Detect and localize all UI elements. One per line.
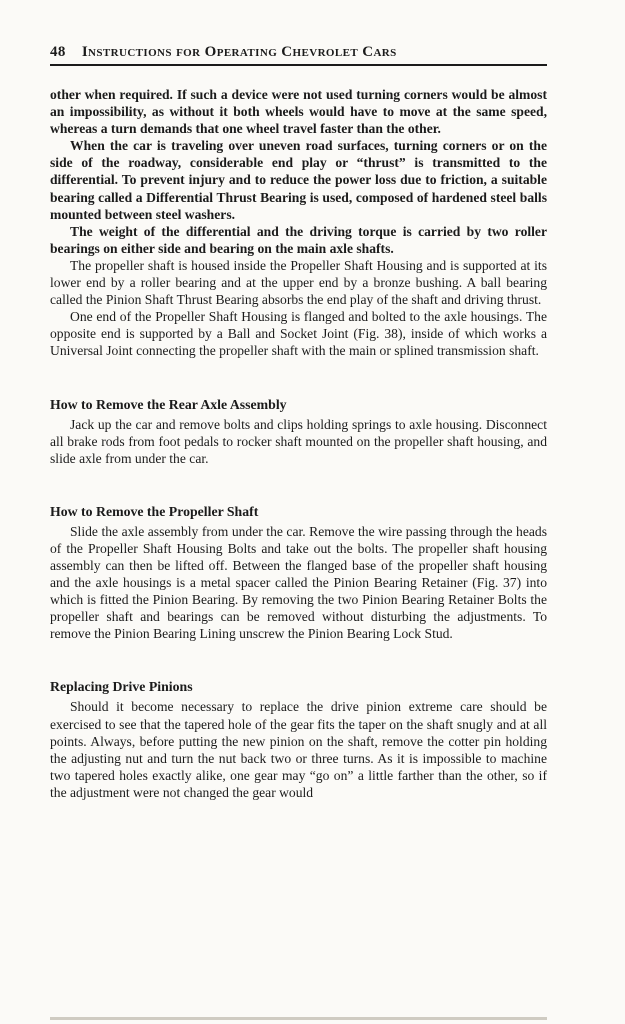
paragraph: The weight of the differential and the driving torque is carried by two roller bearings on either side and bearing on the main axle shafts. (50, 223, 547, 256)
section-gap (50, 642, 547, 678)
section-heading: How to Remove the Rear Axle Assembly (50, 396, 287, 412)
section-paragraph: Jack up the car and remove bolts and clips holding springs to axle housing. Disconnect all brake rods from foot pedals to rocker shaft mounted on the propeller shaft housing, and slide axle from under the car. (50, 416, 547, 466)
book-page (50, 44, 547, 801)
section-paragraph: Slide the axle assembly from under the car. Remove the wire passing through the heads of the Propeller Shaft Housing Bolts and take out the bolts. The propeller shaft housing assembly can then be lifted off. Between the flanged base of the propeller shaft housing and the axle housings is a metal spacer called the Pinion Bearing Retainer (Fig. 37) into which is fitted the Pinion Bearing. By removing the two Pinion Bearing Retainer Bolts the propeller shaft and bearings can be removed without disturbing the adjustments. To remove the Pinion Bearing Lining unscrew the Pinion Bearing Lock Stud. (50, 523, 547, 642)
paragraph: When the car is traveling over uneven road surfaces, turning corners or on the side of the roadway, considerable end play or “thrust” is transmitted to the differential. To prevent injury and to reduce the power loss due to friction, a suitable bearing called a Differential Thrust Bearing is used, composed of hardened steel balls mounted between steel washers. (50, 138, 547, 222)
paragraph: The propeller shaft is housed inside the Propeller Shaft Housing and is supported at its lower end by a roller bearing and at the upper end by a bronze bushing. A ball bearing called the Pinion Shaft Thrust Bearing absorbs the end play of the shaft and driving thrust. (50, 257, 547, 308)
section-heading: Replacing Drive Pinions (50, 679, 193, 695)
running-title: Instructions for Operating Chevrolet Cars (81, 44, 397, 60)
page-body (50, 86, 547, 801)
section-paragraph: Should it become necessary to replace the drive pinion extreme care should be exercised to see that the tapered hole of the gear fits the taper on the shaft snugly and at all points. Always, before putting the new pinion on the shaft, remove the cotter pin holding the adjusting nut and turn the nut back two or three turns. As it is impossible to machine two tapered holes exactly alike, one gear may “go on” a little farther than the other, so if the adjustment were not changed the gear would (50, 699, 547, 800)
section-gap (50, 360, 547, 396)
paragraph: other when required. If such a device were not used turning corners would be almost an impossibility, as without it both wheels would have to move at the same speed, whereas a turn demands that one wheel travel faster than the other. (50, 87, 547, 137)
paragraph: One end of the Propeller Shaft Housing is flanged and bolted to the axle housings. The opposite end is supported by a Ball and Socket Joint (Fig. 38), inside of which works a Universal Joint connecting the propeller shaft with the main or splined transmission shaft. (50, 309, 547, 359)
section-gap (50, 467, 547, 503)
running-header (50, 44, 547, 66)
section-heading: How to Remove the Propeller Shaft (50, 503, 259, 519)
page-number: 48 (50, 44, 66, 60)
page-bottom-edge (50, 1017, 547, 1020)
